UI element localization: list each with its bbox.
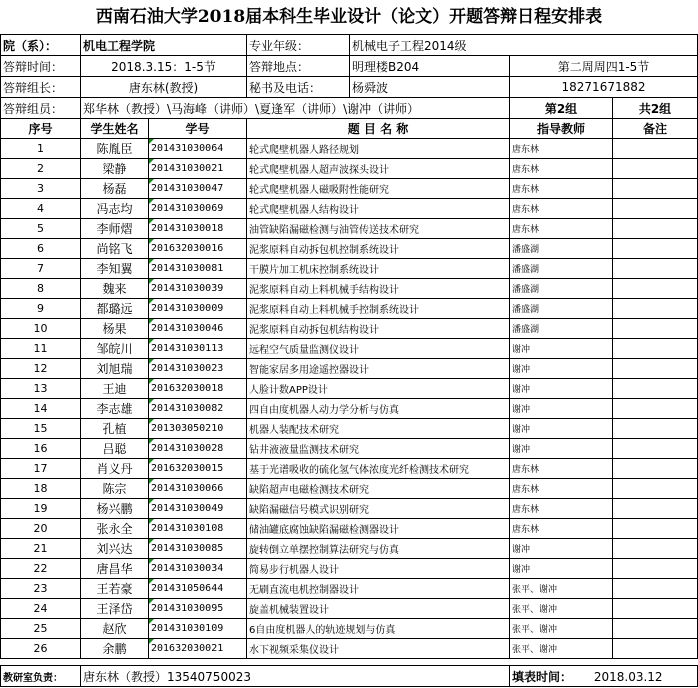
- student-name: 孔植: [81, 419, 149, 439]
- row-no: 9: [1, 299, 81, 319]
- thesis-topic: 四自由度机器人动力学分析与仿真: [247, 399, 510, 419]
- student-name: 魏来: [81, 279, 149, 299]
- table-row: [1, 599, 698, 619]
- row-no: 14: [1, 399, 81, 419]
- student-id: 201431030108: [149, 519, 247, 539]
- remark-cell: [613, 439, 698, 459]
- table-row: [1, 379, 698, 399]
- remark-cell: [613, 519, 698, 539]
- student-name: 吕聪: [81, 439, 149, 459]
- major-label: 专业年级：: [247, 35, 350, 56]
- student-name: 唐昌华: [81, 559, 149, 579]
- thesis-topic: 水下视频采集仪设计: [247, 639, 510, 659]
- table-row: [1, 479, 698, 499]
- remark-cell: [613, 139, 698, 159]
- student-name: 王若豪: [81, 579, 149, 599]
- schedule-table: [0, 118, 698, 659]
- row-no: 3: [1, 179, 81, 199]
- thesis-topic: 干膜片加工机床控制系统设计: [247, 259, 510, 279]
- remark-cell: [613, 199, 698, 219]
- student-name: 李志雄: [81, 399, 149, 419]
- remark-cell: [613, 599, 698, 619]
- table-row: [1, 399, 698, 419]
- row-no: 20: [1, 519, 81, 539]
- row-no: 21: [1, 539, 81, 559]
- remark-cell: [613, 219, 698, 239]
- table-row: [1, 499, 698, 519]
- advisor-name: 唐东林: [510, 459, 613, 479]
- thesis-topic: 6自由度机器人的轨迹规划与仿真: [247, 619, 510, 639]
- table-row: [1, 319, 698, 339]
- leader-label: 答辩组长：: [1, 77, 81, 98]
- thesis-topic: 无刷直流电机控制器设计: [247, 579, 510, 599]
- table-row: [1, 439, 698, 459]
- student-name: 陈宗: [81, 479, 149, 499]
- student-name: 尚铭飞: [81, 239, 149, 259]
- student-id: 201431030009: [149, 299, 247, 319]
- remark-cell: [613, 579, 698, 599]
- advisor-name: 谢冲: [510, 419, 613, 439]
- advisor-name: 谢冲: [510, 559, 613, 579]
- advisor-name: 潘盛湖: [510, 279, 613, 299]
- advisor-name: 张平、谢冲: [510, 619, 613, 639]
- header-no: 序号: [1, 119, 81, 139]
- row-no: 10: [1, 319, 81, 339]
- advisor-name: 谢冲: [510, 359, 613, 379]
- filled-label: 填表时间：: [512, 669, 573, 684]
- table-row: [1, 579, 698, 599]
- advisor-name: 唐东林: [510, 179, 613, 199]
- secretary-label: 秘书及电话：: [247, 77, 350, 98]
- advisor-name: 潘盛湖: [510, 319, 613, 339]
- student-id: 201431030082: [149, 399, 247, 419]
- advisor-name: 谢冲: [510, 339, 613, 359]
- place-value: 明理楼B204: [350, 56, 510, 77]
- remark-cell: [613, 259, 698, 279]
- student-name: 刘旭瑞: [81, 359, 149, 379]
- student-id: 201431030095: [149, 599, 247, 619]
- advisor-name: 唐东林: [510, 519, 613, 539]
- thesis-topic: 泥浆原料自动上料机械手结构设计: [247, 279, 510, 299]
- advisor-name: 唐东林: [510, 139, 613, 159]
- row-no: 2: [1, 159, 81, 179]
- footer-row: [1, 666, 698, 687]
- remark-cell: [613, 539, 698, 559]
- advisor-name: 唐东林: [510, 479, 613, 499]
- advisor-name: 唐东林: [510, 499, 613, 519]
- thesis-topic: 缺陷超声电磁检测技术研究: [247, 479, 510, 499]
- advisor-name: 唐东林: [510, 219, 613, 239]
- thesis-topic: 轮式爬壁机器人路径规划: [247, 139, 510, 159]
- dept-label: 院（系）：: [1, 35, 81, 56]
- header-name: 学生姓名: [81, 119, 149, 139]
- student-name: 李师熠: [81, 219, 149, 239]
- student-id: 201632030021: [149, 639, 247, 659]
- advisor-name: 唐东林: [510, 199, 613, 219]
- thesis-topic: 轮式爬壁机器人磁吸附性能研究: [247, 179, 510, 199]
- remark-cell: [613, 319, 698, 339]
- thesis-topic: 泥浆原料自动拆包机控制系统设计: [247, 239, 510, 259]
- row-no: 4: [1, 199, 81, 219]
- major-value: 机械电子工程2014级: [350, 35, 698, 56]
- thesis-topic: 人脸计数APP设计: [247, 379, 510, 399]
- thesis-topic: 轮式爬壁机器人超声波探头设计: [247, 159, 510, 179]
- remark-cell: [613, 339, 698, 359]
- thesis-topic: 旋盖机械装置设计: [247, 599, 510, 619]
- table-row: [1, 219, 698, 239]
- table-row: [1, 179, 698, 199]
- student-name: 杨兴鹏: [81, 499, 149, 519]
- student-id: 201431030109: [149, 619, 247, 639]
- remark-cell: [613, 639, 698, 659]
- student-id: 201431030046: [149, 319, 247, 339]
- row-no: 17: [1, 459, 81, 479]
- row-no: 15: [1, 419, 81, 439]
- info-row-leader: [1, 77, 698, 98]
- table-row: [1, 339, 698, 359]
- student-id: 201632030015: [149, 459, 247, 479]
- remark-cell: [613, 499, 698, 519]
- table-row: [1, 419, 698, 439]
- table-row: [1, 639, 698, 659]
- table-row: [1, 279, 698, 299]
- row-no: 12: [1, 359, 81, 379]
- student-name: 陈胤臣: [81, 139, 149, 159]
- row-no: 18: [1, 479, 81, 499]
- table-row: [1, 139, 698, 159]
- student-id: 201431030018: [149, 219, 247, 239]
- student-id: 201303050210: [149, 419, 247, 439]
- advisor-name: 张平、谢冲: [510, 579, 613, 599]
- header-topic: 题 目 名 称: [247, 119, 510, 139]
- thesis-topic: 智能家居多用途遥控器设计: [247, 359, 510, 379]
- student-id: 201431030069: [149, 199, 247, 219]
- thesis-topic: 储油罐底腐蚀缺陷漏磁检测器设计: [247, 519, 510, 539]
- remark-cell: [613, 479, 698, 499]
- student-id: 201431030081: [149, 259, 247, 279]
- thesis-topic: 旋转倒立单摆控制算法研究与仿真: [247, 539, 510, 559]
- office-label: 教研室负责：: [1, 666, 81, 687]
- members-value: 郑华林（教授）\马海峰（讲师）\夏逢军（讲师）\谢冲（讲师）: [81, 98, 510, 119]
- office-value: 唐东林（教授）13540750023: [81, 666, 510, 687]
- remark-cell: [613, 279, 698, 299]
- student-name: 余鹏: [81, 639, 149, 659]
- row-no: 6: [1, 239, 81, 259]
- student-id: 201632030016: [149, 239, 247, 259]
- row-no: 22: [1, 559, 81, 579]
- group-value: 第2组: [510, 98, 613, 119]
- info-table: [0, 34, 698, 98]
- student-id: 201431030066: [149, 479, 247, 499]
- remark-cell: [613, 419, 698, 439]
- row-no: 8: [1, 279, 81, 299]
- student-id: 201431050644: [149, 579, 247, 599]
- page-title: 西南石油大学2018届本科生毕业设计（论文）开题答辩日程安排表: [0, 0, 698, 35]
- table-row: [1, 519, 698, 539]
- table-body: [1, 139, 698, 659]
- thesis-topic: 泥浆原料自动拆包机结构设计: [247, 319, 510, 339]
- advisor-name: 潘盛湖: [510, 239, 613, 259]
- info-row-members: [1, 98, 698, 119]
- thesis-topic: 基于光谱吸收的硫化氢气体浓度光纤检测技术研究: [247, 459, 510, 479]
- student-name: 肖义丹: [81, 459, 149, 479]
- time-value: 2018.3.15：1-5节: [81, 56, 247, 77]
- remark-cell: [613, 239, 698, 259]
- place-label: 答辩地点：: [247, 56, 350, 77]
- table-row: [1, 299, 698, 319]
- student-name: 杨磊: [81, 179, 149, 199]
- dept-value: 机电工程学院: [81, 35, 247, 56]
- student-id: 201431030028: [149, 439, 247, 459]
- thesis-topic: 泥浆原料自动上料机械手控制系统设计: [247, 299, 510, 319]
- header-remark: 备注: [613, 119, 698, 139]
- table-row: [1, 459, 698, 479]
- session-value: 第二周周四1-5节: [510, 56, 698, 77]
- table-row: [1, 539, 698, 559]
- header-sid: 学号: [149, 119, 247, 139]
- table-row: [1, 359, 698, 379]
- secretary-value: 杨舜波: [350, 77, 510, 98]
- student-name: 王泽岱: [81, 599, 149, 619]
- student-id: 201431030023: [149, 359, 247, 379]
- advisor-name: 潘盛湖: [510, 299, 613, 319]
- advisor-name: 谢冲: [510, 379, 613, 399]
- student-id: 201431030047: [149, 179, 247, 199]
- thesis-topic: 简易步行机器人设计: [247, 559, 510, 579]
- filled-cell: [510, 666, 698, 687]
- row-no: 26: [1, 639, 81, 659]
- table-row: [1, 259, 698, 279]
- advisor-name: 谢冲: [510, 399, 613, 419]
- row-no: 11: [1, 339, 81, 359]
- row-no: 1: [1, 139, 81, 159]
- student-name: 邹皖川: [81, 339, 149, 359]
- table-row: [1, 199, 698, 219]
- student-name: 杨果: [81, 319, 149, 339]
- row-no: 13: [1, 379, 81, 399]
- row-no: 23: [1, 579, 81, 599]
- table-row: [1, 619, 698, 639]
- row-no: 19: [1, 499, 81, 519]
- student-name: 张永全: [81, 519, 149, 539]
- student-id: 201431030085: [149, 539, 247, 559]
- student-name: 冯志均: [81, 199, 149, 219]
- table-row: [1, 559, 698, 579]
- remark-cell: [613, 399, 698, 419]
- student-id: 201431030039: [149, 279, 247, 299]
- members-table: [0, 97, 698, 119]
- table-row: [1, 159, 698, 179]
- student-id: 201431030021: [149, 159, 247, 179]
- phone-value: 18271671882: [510, 77, 698, 98]
- remark-cell: [613, 299, 698, 319]
- thesis-topic: 油管缺陷漏磁检测与油管传送技术研究: [247, 219, 510, 239]
- thesis-topic: 钻井液液量监测技术研究: [247, 439, 510, 459]
- table-row: [1, 239, 698, 259]
- advisor-name: 谢冲: [510, 539, 613, 559]
- info-row-time: [1, 56, 698, 77]
- student-name: 都璐远: [81, 299, 149, 319]
- leader-value: 唐东林(教授): [81, 77, 247, 98]
- table-header-row: [1, 119, 698, 139]
- remark-cell: [613, 559, 698, 579]
- footer-table: [0, 665, 698, 687]
- thesis-topic: 轮式爬壁机器人结构设计: [247, 199, 510, 219]
- student-name: 梁静: [81, 159, 149, 179]
- row-no: 5: [1, 219, 81, 239]
- thesis-topic: 远程空气质量监测仪设计: [247, 339, 510, 359]
- student-id: 201431030064: [149, 139, 247, 159]
- advisor-name: 张平、谢冲: [510, 599, 613, 619]
- student-id: 201431030049: [149, 499, 247, 519]
- info-row-dept: [1, 35, 698, 56]
- remark-cell: [613, 379, 698, 399]
- remark-cell: [613, 359, 698, 379]
- student-id: 201431030034: [149, 559, 247, 579]
- remark-cell: [613, 179, 698, 199]
- advisor-name: 谢冲: [510, 439, 613, 459]
- student-id: 201431030113: [149, 339, 247, 359]
- student-name: 李知翼: [81, 259, 149, 279]
- row-no: 24: [1, 599, 81, 619]
- advisor-name: 张平、谢冲: [510, 639, 613, 659]
- time-label: 答辩时间：: [1, 56, 81, 77]
- thesis-topic: 机器人装配技术研究: [247, 419, 510, 439]
- filled-value: 2018.03.12: [593, 669, 663, 684]
- student-id: 201632030018: [149, 379, 247, 399]
- members-label: 答辩组员：: [1, 98, 81, 119]
- student-name: 王迪: [81, 379, 149, 399]
- total-value: 共2组: [613, 98, 698, 119]
- thesis-topic: 缺陷漏磁信号模式识别研究: [247, 499, 510, 519]
- remark-cell: [613, 619, 698, 639]
- student-name: 刘兴达: [81, 539, 149, 559]
- remark-cell: [613, 159, 698, 179]
- row-no: 25: [1, 619, 81, 639]
- row-no: 16: [1, 439, 81, 459]
- advisor-name: 唐东林: [510, 159, 613, 179]
- advisor-name: 潘盛湖: [510, 259, 613, 279]
- remark-cell: [613, 459, 698, 479]
- row-no: 7: [1, 259, 81, 279]
- student-name: 赵欣: [81, 619, 149, 639]
- header-advisor: 指导教师: [510, 119, 613, 139]
